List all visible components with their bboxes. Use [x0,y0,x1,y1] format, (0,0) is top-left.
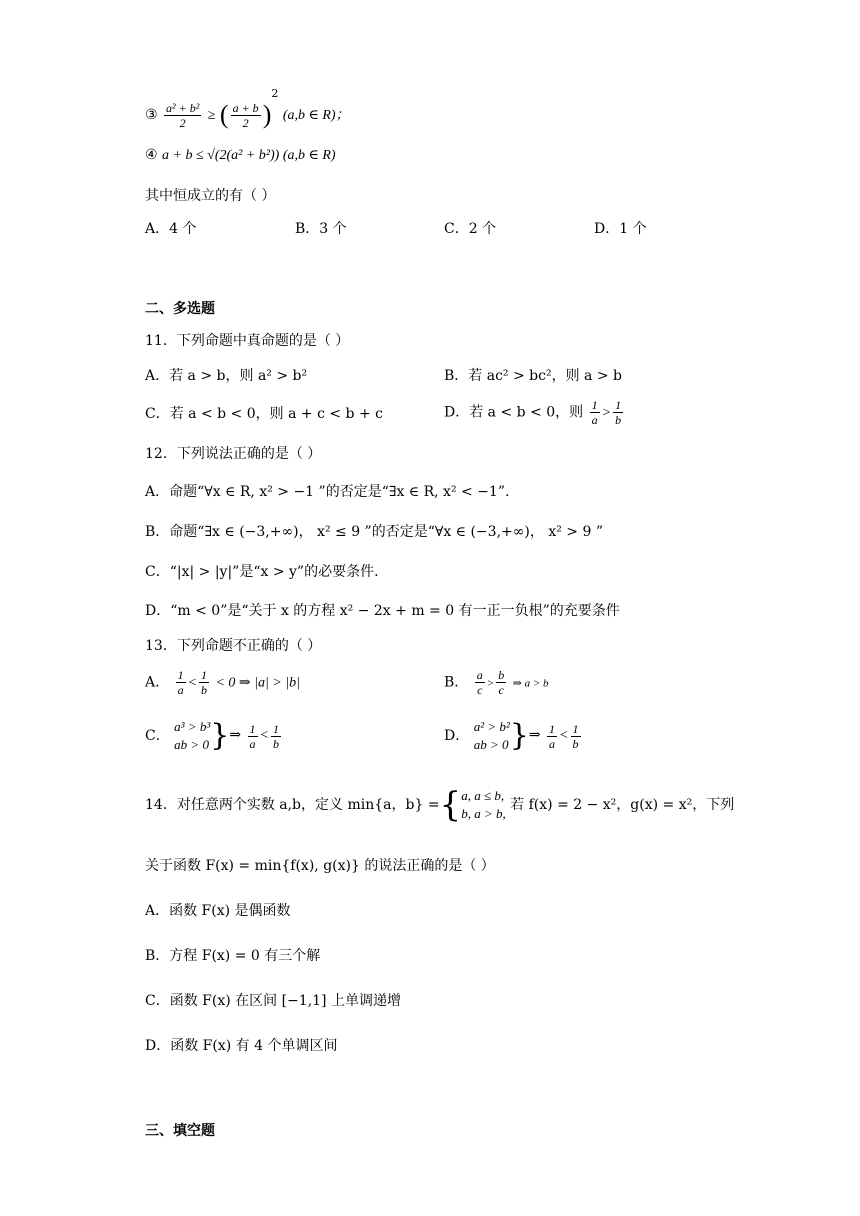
section-heading-fill-in-blank: 三、填空题 [145,1123,215,1139]
q13-option-b: B． $\frac{a}{c}$ > $\frac{b}{c}$ ⇒ a > b [444,668,549,697]
q11-option-c: C．若 a < b < 0，则 a + c < b + c [145,406,383,422]
q11-option-a: A．若 a > b，则 a² > b² [145,368,308,384]
inequality-item-4: ④ a + b ≤ √(2(a² + b²)) (a,b ∈ R) [145,147,336,163]
q10-option-d: D．1 个 [594,221,647,237]
question-10-prompt: 其中恒成立的有（ ） [145,188,276,204]
q10-option-c: C．2 个 [444,221,497,237]
question-13-stem: 13．下列命题不正确的（ ） [145,638,322,654]
question-11-stem: 11．下列命题中真命题的是（ ） [145,333,350,349]
q13-option-a: A． $\frac{1}{a}$ < $\frac{1}{b}$ < 0 ⇒ |a| > |b| [145,668,301,697]
q14-option-b: B．方程 F(x) = 0 有三个解 [145,948,321,964]
q12-option-a: A．命题“∀x ∈ R, x² > −1 ”的否定是“∃x ∈ R, x² < −1”. [145,484,510,500]
section-heading-multiple-choice: 二、多选题 [145,301,215,317]
q13-option-d: D． a² > b² ab > 0 }⇒ $\frac{1}{a}$ < $\frac{1}{b}$ [444,718,579,753]
question-14-stem-line-2: 关于函数 F(x) = min{f(x), g(x)} 的说法正确的是（ ） [145,858,495,874]
q12-option-b: B．命题“∃x ∈ (−3,+∞)， x² ≤ 9 ”的否定是“∀x ∈ (−3,+∞)， x² > 9 ” [145,524,603,540]
q13-option-c: C． a³ > b³ ab > 0 }⇒ $\frac{1}{a}$ < $\frac{1}{b}$ [145,718,279,753]
q14-option-c: C．函数 F(x) 在区间 [−1,1] 上单调递增 [145,993,401,1009]
inequality-item-3: ③ $\frac{\text{a² + b²}}{2}$ ≥ ( $\frac{a + b}{2}$ )$^2$ (a,b ∈ R)； [145,87,350,130]
q11-option-b: B．若 ac² > bc²，则 a > b [444,368,622,384]
item-3-marker: ③ [145,107,158,123]
fraction-a-plus-b-over-2: $\frac{a + b}{2}$ [232,100,259,130]
q10-option-a: A．4 个 [145,221,197,237]
q14-option-a: A．函数 F(x) 是偶函数 [145,903,291,919]
q14-option-d: D．函数 F(x) 有 4 个单调区间 [145,1038,338,1054]
q12-option-c: C．“|x| > |y|”是“x > y”的必要条件. [145,564,379,580]
q10-option-b: B．3 个 [295,221,347,237]
q12-option-d: D．“m < 0”是“关于 x 的方程 x² − 2x + m = 0 有一正一负根”的充要条件 [145,603,620,619]
question-12-stem: 12．下列说法正确的是（ ） [145,446,322,462]
question-14-stem: 14．对任意两个实数 a,b，定义 min{a，b} ={ a, a ≤ b, b, a > b, 若 f(x) = 2 − x²，g(x) = x²，下列 [145,785,735,825]
q11-option-d: D．若 a < b < 0，则 $\frac{1}{a}$ > $\frac{1}{b}$ [444,398,622,427]
fraction-a2-plus-b2-over-2: $\frac{\text{a² + b²}}{2}$ [166,100,200,130]
